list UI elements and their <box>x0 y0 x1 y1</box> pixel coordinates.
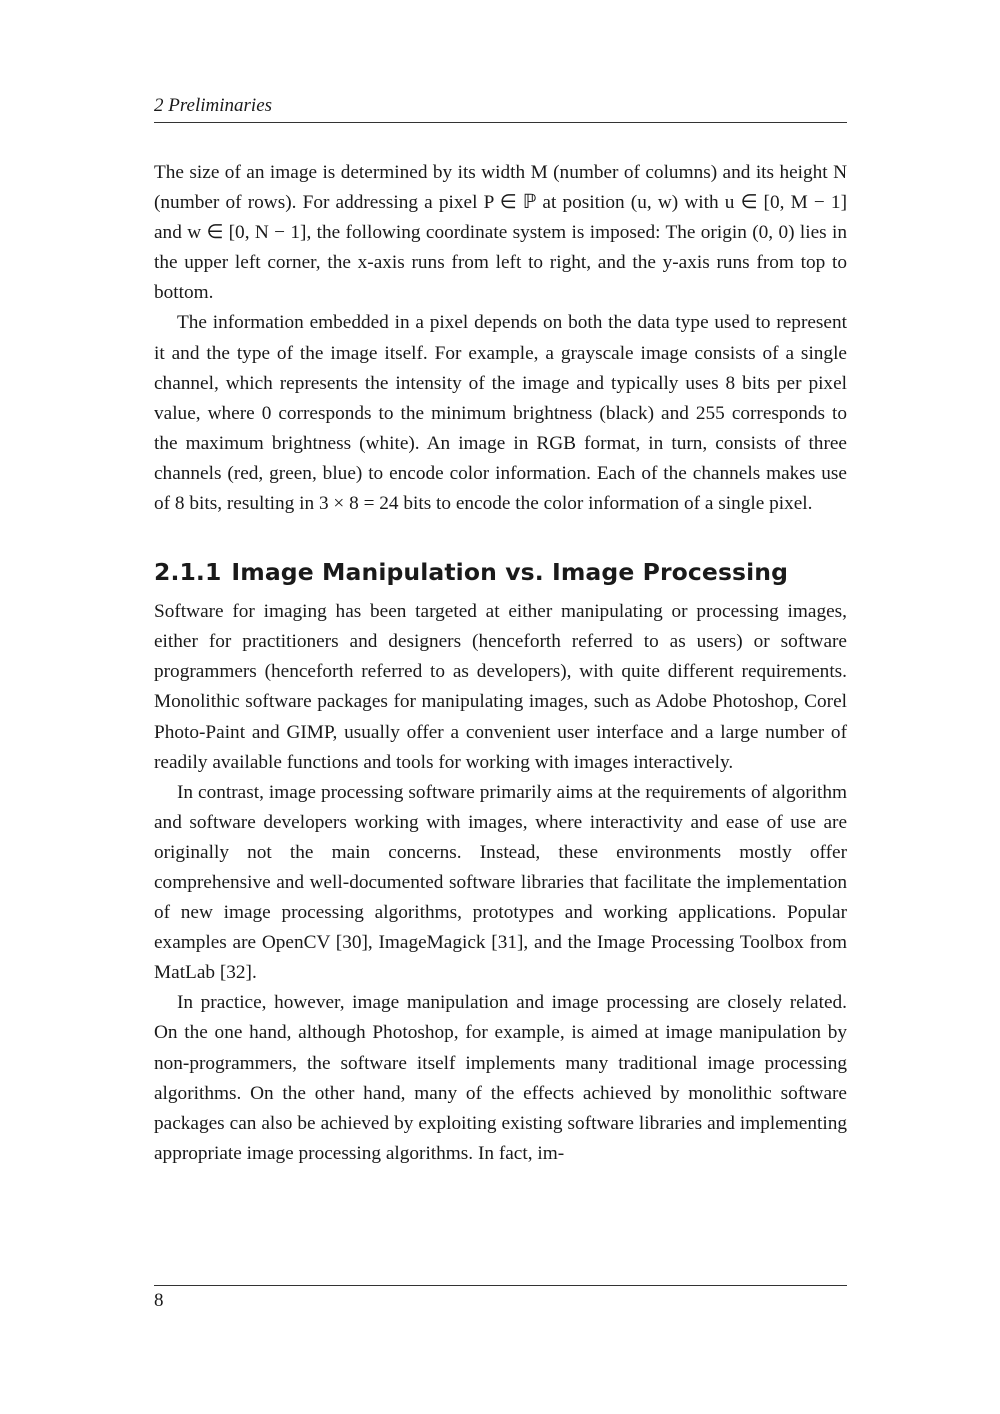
header-rule <box>154 122 847 123</box>
section-heading <box>154 557 847 587</box>
paragraph-in-practice: In practice, however, image manipulation and image processing are closely related. On the one hand, although Photoshop, for example, is aimed at image manipulation by non-programmers, the software itself implements many traditional image processing algorithms. On the other hand, many of the effects achieved by monolithic software packages can also be achieved by exploiting existing software libraries and implementing appropriate image processing algorithms. In fact, im- <box>154 992 847 1164</box>
running-header: 2 Preliminaries <box>154 95 273 116</box>
page-number: 8 <box>154 1290 164 1311</box>
paper-page <box>154 0 847 1414</box>
paragraph-pixel-information: The information embedded in a pixel depends on both the data type used to represent it and the type of the image itself. For example, a grayscale image consists of a single channel, which represents the intensity of the image and typically uses 8 bits per pixel value, where 0 corresponds to the minimum brightness (black) and 255 corresponds to the maximum brightness (white). An image in RGB format, in turn, consists of three channels (red, green, blue) to encode color information. Each of the channels makes use of 8 bits, resulting in 3 × 8 = 24 bits to encode the color information of a single pixel. <box>154 312 847 515</box>
footer-rule <box>154 1285 847 1286</box>
paragraph-image-size: The size of an image is determined by its width M (number of columns) and its height N (number of rows). For addressing a pixel P ∈ ℙ at position (u, w) with u ∈ [0, M − 1] and w ∈ [0, N − 1], the following coordinate system is imposed: The origin (0, 0) lies in the upper left corner, the x-axis runs from left to right, and the y-axis runs from top to bottom. <box>154 162 847 304</box>
section-title: Image Manipulation vs. Image Processing <box>231 558 789 587</box>
body-text <box>154 158 847 1169</box>
paragraph-software-imaging: Software for imaging has been targeted at either manipulating or processing images, either for practitioners and designers (henceforth referred to as users) or software programmers (henceforth referred to as developers), with quite different requirements. Monolithic software packages for manipulating images, such as Adobe Photoshop, Corel Photo-Paint and GIMP, usually offer a convenient user interface and a large number of readily available functions and tools for working with images interactively. <box>154 601 847 773</box>
paragraph-image-processing-software: In contrast, image processing software primarily aims at the requirements of algorithm and software developers working with images, where interactivity and ease of use are originally not the main concerns. Instead, these environments mostly offer comprehensive and well-documented software libraries that facilitate the implementation of new image processing algorithms, prototypes and working applications. Popular examples are OpenCV [30], ImageMagick [31], and the Image Processing Toolbox from MatLab [32]. <box>154 781 847 984</box>
section-number: 2.1.1 <box>154 558 222 587</box>
